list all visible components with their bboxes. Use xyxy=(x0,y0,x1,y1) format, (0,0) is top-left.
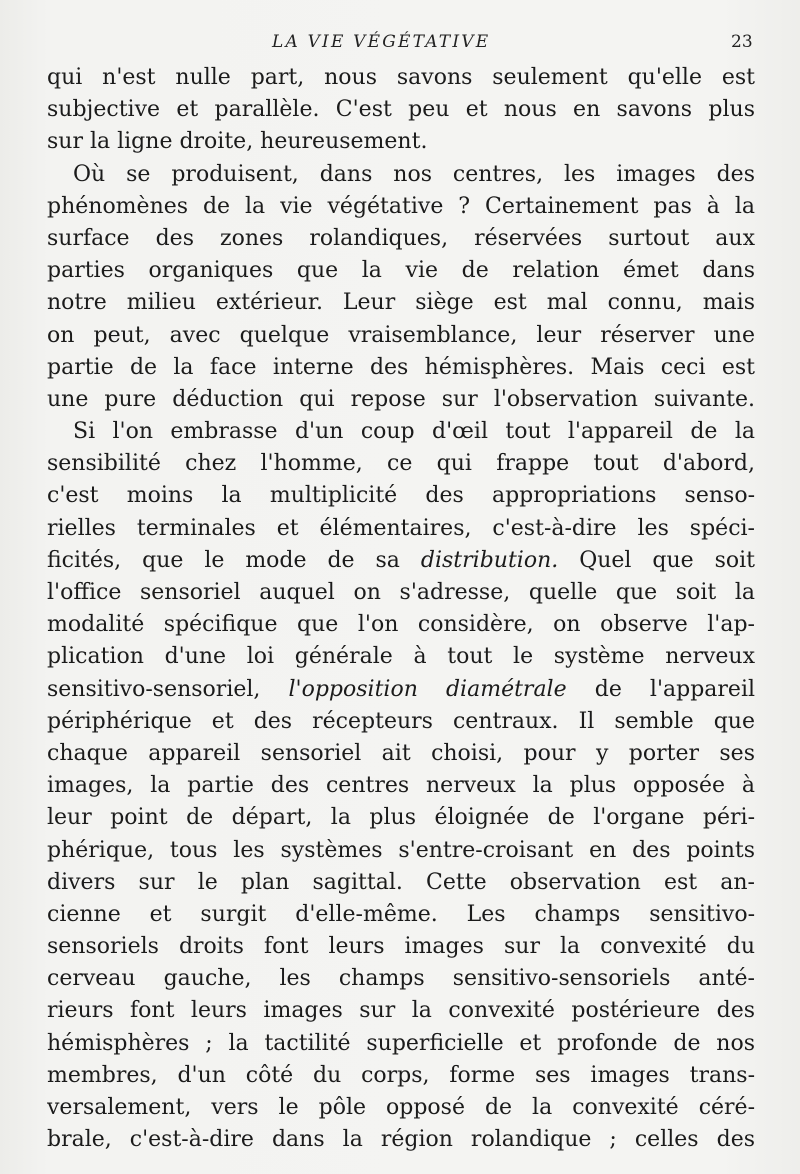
body-text xyxy=(47,62,755,1156)
text-line: membres, d'un côté du corps, forme ses images trans- xyxy=(47,1062,755,1088)
text-line: images, la partie des centres nerveux la plus opposée à xyxy=(47,773,755,799)
page-number: 23 xyxy=(731,32,753,52)
italic-term-opposition: l'opposition diamétrale xyxy=(288,676,567,702)
text-segment: ficités, que le mode de sa xyxy=(47,547,400,573)
text-line: divers sur le plan sagittal. Cette observation est an- xyxy=(47,869,755,895)
text-line: chaque appareil sensoriel ait choisi, pour y porter ses xyxy=(47,740,755,766)
text-line: rieurs font leurs images sur la convexité postérieure des xyxy=(47,998,755,1024)
text-line: partie de la face interne des hémisphères. Mais ceci est xyxy=(47,354,755,380)
text-line: l'office sensoriel auquel on s'adresse, quelle que soit la xyxy=(47,580,755,605)
paragraph-start-line: Où se produisent, dans nos centres, les images des xyxy=(73,161,755,187)
text-segment: Quel que soit xyxy=(579,547,755,573)
text-line: cerveau gauche, les champs sensitivo-sensoriels anté- xyxy=(47,966,755,992)
paragraph-start-line: Si l'on embrasse d'un coup d'œil tout l'appareil de la xyxy=(73,419,755,445)
italic-term-distribution: distribution. xyxy=(420,547,559,573)
text-segment: sensitivo-sensoriel, xyxy=(47,676,261,702)
text-line: cienne et surgit d'elle-même. Les champs sensitivo- xyxy=(47,901,755,927)
text-line: phérique, tous les systèmes s'entre-croisant en des points xyxy=(47,837,755,863)
text-line: c'est moins la multiplicité des appropriations senso- xyxy=(47,483,755,509)
text-segment: de l'appareil xyxy=(594,676,755,702)
text-line: surface des zones rolandiques, réservées surtout aux xyxy=(47,225,755,251)
text-line-with-emphasis xyxy=(47,674,755,706)
text-line: notre milieu extérieur. Leur siège est mal connu, mais xyxy=(47,290,755,316)
text-line: on peut, avec quelque vraisemblance, leur réserver une xyxy=(47,322,755,348)
text-line: leur point de départ, la plus éloignée de l'organe péri- xyxy=(47,805,755,831)
text-line: phénomènes de la vie végétative ? Certainement pas à la xyxy=(47,193,755,219)
text-line: sensoriels droits font leurs images sur la convexité du xyxy=(47,934,755,960)
text-line: modalité spécifique que l'on considère, on observe l'ap- xyxy=(47,612,755,638)
text-line: parties organiques que la vie de relation émet dans xyxy=(47,258,755,284)
text-line: plication d'une loi générale à tout le système nerveux xyxy=(47,644,755,670)
text-line: brale, c'est-à-dire dans la région rolandique ; celles des xyxy=(47,1127,755,1153)
running-title: LA VIE VÉGÉTATIVE xyxy=(272,32,491,52)
text-line-with-emphasis xyxy=(47,545,755,577)
text-line: sensibilité chez l'homme, ce qui frappe tout d'abord, xyxy=(47,451,755,477)
text-line: rielles terminales et élémentaires, c'est-à-dire les spéci- xyxy=(47,515,755,541)
text-line: une pure déduction qui repose sur l'observation suivante. xyxy=(47,386,755,412)
text-line: sur la ligne droite, heureusement. xyxy=(47,129,428,155)
running-head xyxy=(0,32,800,56)
text-line: périphérique et des récepteurs centraux. Il semble que xyxy=(47,708,755,734)
text-line: hémisphères ; la tactilité superficielle et profonde de nos xyxy=(47,1030,755,1056)
text-line: versalement, vers le pôle opposé de la convexité céré- xyxy=(47,1095,755,1120)
text-line: subjective et parallèle. C'est peu et nous en savons plus xyxy=(47,97,755,123)
text-line: qui n'est nulle part, nous savons seulement qu'elle est xyxy=(47,65,755,90)
